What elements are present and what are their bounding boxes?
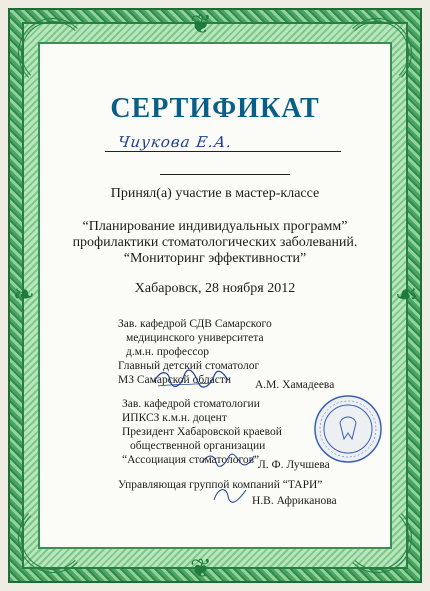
signatory-line: медицинского университета <box>126 332 264 344</box>
program-line-3: “Мониторинг эффективности” <box>123 251 307 266</box>
signatory-line: Главный детский стоматолог <box>118 360 260 372</box>
round-seal-icon <box>312 393 384 465</box>
signature-icon <box>150 368 230 390</box>
certificate-title: СЕРТИФИКАТ <box>110 93 320 124</box>
floral-ornament-icon: ❦ <box>190 554 212 584</box>
program-line-2: профилактики стоматологических заболеваний. <box>72 235 358 250</box>
recipient-name-line <box>105 151 341 152</box>
third-signatory-name: Н.В. Африканова <box>252 495 337 507</box>
first-signatory-name: А.М. Хамадеева <box>255 379 335 391</box>
floral-ornament-icon: ❦ <box>190 10 212 40</box>
floral-ornament-icon: ☙ <box>395 280 419 310</box>
floral-ornament-icon: ❧ <box>13 280 35 310</box>
signatory-line: “Ассоциация стоматологов” <box>122 454 260 466</box>
secondary-name-line <box>160 174 290 175</box>
signature-icon <box>210 484 250 506</box>
signatory-line: общественной организации <box>130 440 266 452</box>
signature-icon <box>200 450 256 470</box>
signatory-line: Зав. кафедрой СДВ Самарского <box>118 318 272 330</box>
signatory-line: Президент Хабаровской краевой <box>122 426 282 438</box>
third-signatory-position: Управляющая группой компаний “ТАРИ” <box>118 479 323 491</box>
signatory-line: МЗ Самарской области <box>118 374 232 386</box>
program-line-1: “Планирование индивидуальных программ” <box>82 219 348 234</box>
city-date: Хабаровск, 28 ноября 2012 <box>134 281 296 296</box>
participation-text: Принял(а) участие в мастер-классе <box>110 186 320 201</box>
recipient-handwritten-name: Чиукова Е.А. <box>116 133 234 151</box>
signatory-line: д.м.н. профессор <box>126 346 209 358</box>
signatory-line: ИПКСЗ к.м.н. доцент <box>122 412 227 424</box>
second-signatory-name: Л. Ф. Лучшева <box>258 459 330 471</box>
signatory-line: Зав. кафедрой стоматологии <box>122 398 260 410</box>
